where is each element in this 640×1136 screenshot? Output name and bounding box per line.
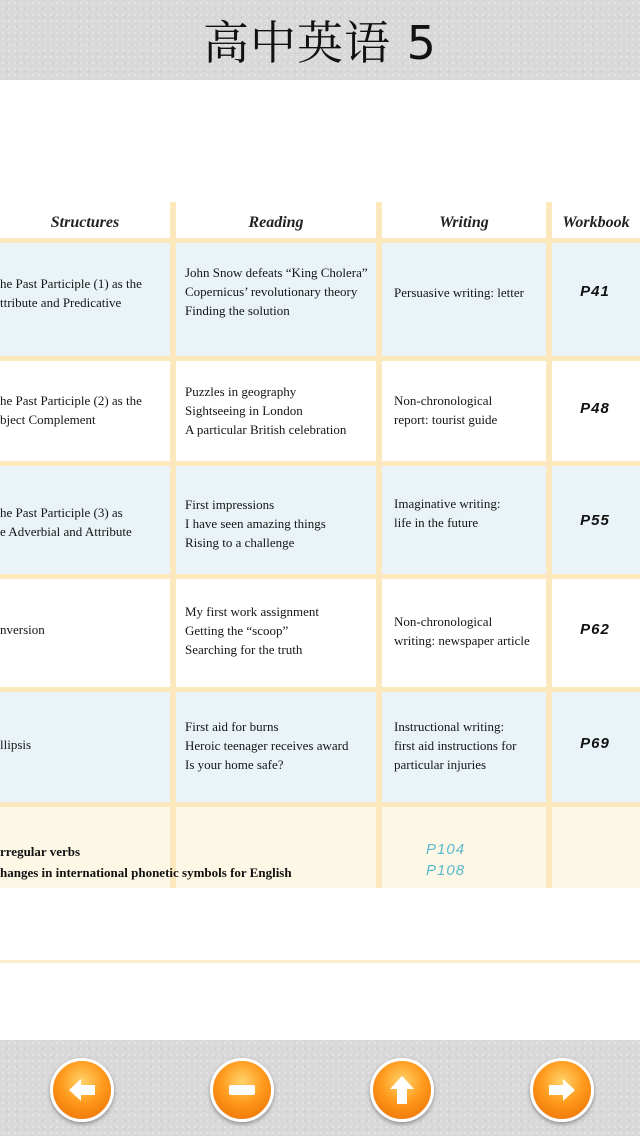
- column-header-workbook: Workbook: [562, 214, 630, 231]
- page-title: 高中英语 5: [203, 16, 437, 70]
- contents-table: [0, 202, 640, 888]
- appendix-item-label: rregular verbs: [0, 844, 81, 859]
- reading-cell: Puzzles in geography Sightseeing in London A particular British celebration: [185, 384, 347, 437]
- arrow-up-icon: [385, 1073, 419, 1107]
- structure-cell: he Past Participle (3) as e Adverbial and Attribute: [0, 505, 132, 539]
- page-divider: [0, 960, 640, 963]
- column-divider: [170, 202, 176, 888]
- arrow-right-icon: [545, 1073, 579, 1107]
- next-button[interactable]: [530, 1058, 594, 1122]
- appendix-page-link[interactable]: P108: [426, 862, 466, 879]
- writing-cell: Non-chronological report: tourist guide: [394, 393, 498, 427]
- writing-cell: Instructional writing: first aid instructions for particular injuries: [394, 719, 517, 772]
- structure-cell: llipsis: [0, 737, 32, 752]
- column-divider: [376, 202, 382, 888]
- workbook-page[interactable]: P48: [580, 400, 610, 417]
- workbook-page[interactable]: P62: [580, 621, 610, 638]
- reading-cell: First aid for burns Heroic teenager receives award Is your home safe?: [185, 719, 349, 772]
- column-header-writing: Writing: [439, 214, 489, 231]
- app-header: [0, 0, 640, 80]
- row-divider: [0, 461, 640, 466]
- workbook-page[interactable]: P55: [580, 512, 610, 529]
- arrow-left-icon: [65, 1073, 99, 1107]
- writing-cell: Non-chronological writing: newspaper article: [394, 614, 530, 648]
- workbook-page[interactable]: P69: [580, 735, 610, 752]
- zoom-out-button[interactable]: [210, 1058, 274, 1122]
- workbook-page[interactable]: P41: [580, 283, 610, 300]
- structure-cell: he Past Participle (1) as the ttribute and Predicative: [0, 276, 142, 310]
- structure-cell: he Past Participle (2) as the bject Complement: [0, 393, 142, 427]
- document-page[interactable]: [0, 80, 640, 1040]
- footer-toolbar: [0, 1040, 640, 1136]
- column-header-reading: Reading: [248, 214, 304, 231]
- writing-cell: Persuasive writing: letter: [394, 285, 524, 300]
- column-divider: [546, 202, 552, 888]
- previous-button[interactable]: [50, 1058, 114, 1122]
- writing-cell: Imaginative writing: life in the future: [394, 496, 501, 530]
- appendix-item-label: hanges in international phonetic symbols for English: [0, 865, 292, 880]
- row-divider: [0, 238, 640, 243]
- row-divider: [0, 802, 640, 807]
- row-divider: [0, 356, 640, 361]
- up-button[interactable]: [370, 1058, 434, 1122]
- row-divider: [0, 574, 640, 579]
- structure-cell: nversion: [0, 622, 45, 637]
- minus-icon: [225, 1073, 259, 1107]
- row-divider: [0, 687, 640, 692]
- reading-cell: John Snow defeats “King Cholera” Copernicus’ revolutionary theory Finding the solution: [185, 265, 368, 318]
- column-header-structures: Structures: [50, 214, 120, 231]
- reading-cell: My first work assignment Getting the “scoop” Searching for the truth: [185, 604, 319, 657]
- reading-cell: First impressions I have seen amazing things Rising to a challenge: [185, 497, 326, 550]
- appendix-page-link[interactable]: P104: [426, 841, 466, 858]
